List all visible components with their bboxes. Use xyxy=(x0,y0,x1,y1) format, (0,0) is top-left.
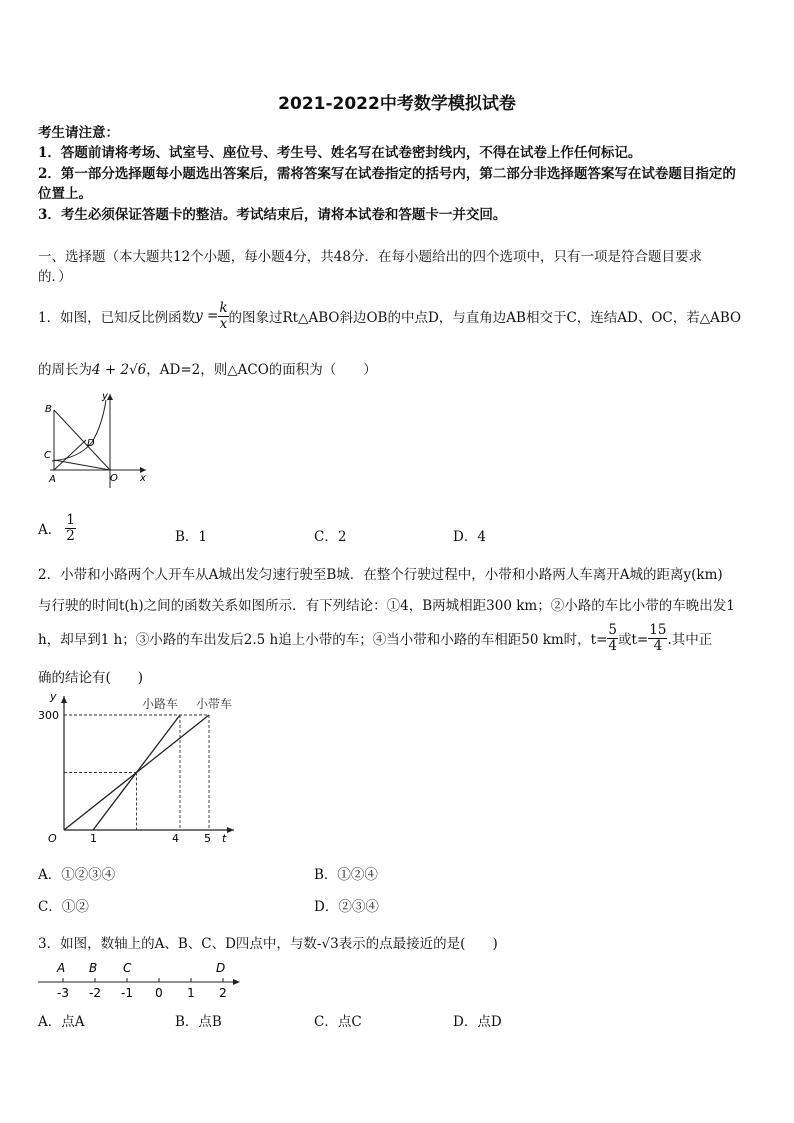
q3-tick-label: 0 xyxy=(155,986,163,1000)
q3-pre: 3．如图，数轴上的A、B、C、D四点中，与数- xyxy=(38,936,322,952)
q1-line2-post: ，AD=2，则△ACO的面积为（ ） xyxy=(146,362,377,378)
q1-hyperbola-curve xyxy=(52,400,106,461)
q1-line2-pre: 的周长为 xyxy=(38,362,92,378)
q2-f1-den: 4 xyxy=(608,637,618,654)
q2-tick-1: 1 xyxy=(90,832,97,845)
q2-label-road-car: 小路车 xyxy=(142,697,179,711)
q1-option-a-den: 2 xyxy=(66,527,75,544)
q2-label-t: t xyxy=(222,832,227,845)
q3-tick-label: 1 xyxy=(187,986,195,1000)
q1-perimeter: 4 + 2√6 xyxy=(92,362,147,378)
q3-tick-label: -1 xyxy=(121,986,133,1000)
q2-stem-line3 xyxy=(38,620,712,656)
q2-fraction-1 xyxy=(607,623,618,654)
q2-option-a[interactable]: A．①②③④ xyxy=(38,867,116,883)
q2-option-b[interactable]: B．①②④ xyxy=(314,867,378,883)
section1-line1: 一、选择题（本大题共12个小题，每小题4分，共48分．在每小题给出的四个选项中，只有一项是符合题目要求 xyxy=(38,249,702,265)
q1-label-d: D xyxy=(87,438,95,449)
q3-point-c: C xyxy=(123,961,132,975)
q1-frac-num: k xyxy=(219,299,228,316)
q1-label-c: C xyxy=(44,450,51,461)
q3-tick-label: -3 xyxy=(57,986,69,1000)
q2-tick-4: 4 xyxy=(172,832,179,845)
q2-option-d[interactable]: D．②③④ xyxy=(314,899,379,915)
q1-frac-den: x xyxy=(219,315,228,332)
q1-option-a-label: A． xyxy=(38,522,62,539)
q3-option-d[interactable]: D．点D xyxy=(453,1014,502,1030)
notice-heading: 考生请注意： xyxy=(38,125,119,141)
notice-item-1: 1．答题前请将考场、试室号、座位号、考生号、姓名写在试卷密封线内，不得在试卷上作任何标记。 xyxy=(38,145,642,161)
q3-sqrt: √3 xyxy=(321,936,339,952)
q2-line3-pre: h，却早到1 h；③小路的车出发后2.5 h追上小带的车；④当小带和小路的车相距50 km时，t= xyxy=(38,632,608,648)
q2-label-origin: O xyxy=(48,832,57,845)
q2-option-c[interactable]: C．①② xyxy=(38,899,89,915)
q2-fraction-2 xyxy=(648,623,667,654)
q2-line3-mid: 或t= xyxy=(618,632,649,648)
q1-label-y: y xyxy=(102,391,108,402)
q2-stem-line1: 2．小带和小路两个人开车从A城出发匀速行驶至B城．在整个行驶过程中，小带和小路两人车离开A城的距离y(km) xyxy=(38,567,723,583)
q1-option-a[interactable] xyxy=(38,513,76,544)
q2-label-300: 300 xyxy=(38,709,59,722)
q2-label-band-car: 小带车 xyxy=(196,697,233,711)
q1-label-o: O xyxy=(110,473,118,484)
q3-stem xyxy=(38,932,498,952)
q2-f2-num: 15 xyxy=(649,621,667,638)
q3-number-line xyxy=(38,958,250,1002)
q3-tick-label: 2 xyxy=(219,986,227,1000)
q2-stem-line2: 与行驶的时间t(h)之间的函数关系如图所示．有下列结论：①4，B两城相距300 km；②小路的车比小带的车晚出发1 xyxy=(38,598,735,614)
q2-label-y: y xyxy=(50,690,57,703)
q3-axis-arrow xyxy=(233,979,240,985)
q1-stem-line1 xyxy=(38,298,741,334)
q1-option-d[interactable]: D．4 xyxy=(453,529,486,545)
q1-post: 的图象过Rt△ABO斜边OB的中点D，与直角边AB相交于C，连结AD、OC，若△ABO xyxy=(228,310,742,326)
q3-point-d: D xyxy=(216,961,226,975)
q2-stem-line4: 确的结论有( ) xyxy=(38,670,144,686)
q2-f2-den: 4 xyxy=(653,637,663,654)
q1-figure xyxy=(40,388,152,488)
q1-fraction xyxy=(218,301,228,332)
q2-line3-post: .其中正 xyxy=(667,632,713,648)
q2-chart xyxy=(30,688,250,848)
page-title: 2021-2022中考数学模拟试卷 xyxy=(278,94,516,114)
q1-option-c[interactable]: C．2 xyxy=(314,529,347,545)
q3-tick-label: -2 xyxy=(89,986,101,1000)
notice-item-2-cont: 位置上。 xyxy=(38,186,92,202)
q2-y-arrow xyxy=(61,696,67,703)
q1-pre: 1．如图，已知反比例函数 xyxy=(38,310,196,326)
q1-option-b[interactable]: B．1 xyxy=(175,529,208,545)
q1-option-a-num: 1 xyxy=(66,512,75,528)
q3-option-c[interactable]: C．点C xyxy=(314,1014,362,1030)
q1-label-x: x xyxy=(140,473,146,484)
q3-point-a: A xyxy=(57,961,66,975)
q1-label-b: B xyxy=(45,404,52,415)
q3-option-a[interactable]: A．点A xyxy=(38,1014,85,1030)
q2-x-arrow xyxy=(227,827,234,833)
q1-y-eq: y = xyxy=(195,308,219,324)
q1-label-a: A xyxy=(49,474,56,485)
notice-item-2: 2．第一部分选择题每小题选出答案后，需将答案写在试卷指定的括号内，第二部分非选择题答案写在试卷题目指定的 xyxy=(38,166,736,182)
q1-stem-line2 xyxy=(38,358,377,378)
q3-post: 表示的点最接近的是( ) xyxy=(338,936,498,952)
q1-segment-ad xyxy=(54,440,86,470)
q2-tick-5: 5 xyxy=(204,832,211,845)
q2-f1-num: 5 xyxy=(608,621,618,638)
notice-item-3: 3．考生必须保证答题卡的整洁。考试结束后，请将本试卷和答题卡一并交回。 xyxy=(38,207,507,223)
q3-option-b[interactable]: B．点B xyxy=(175,1014,222,1030)
q3-point-b: B xyxy=(89,961,98,975)
section1-line2: 的．） xyxy=(38,269,72,285)
q1-option-a-fraction xyxy=(65,513,76,544)
